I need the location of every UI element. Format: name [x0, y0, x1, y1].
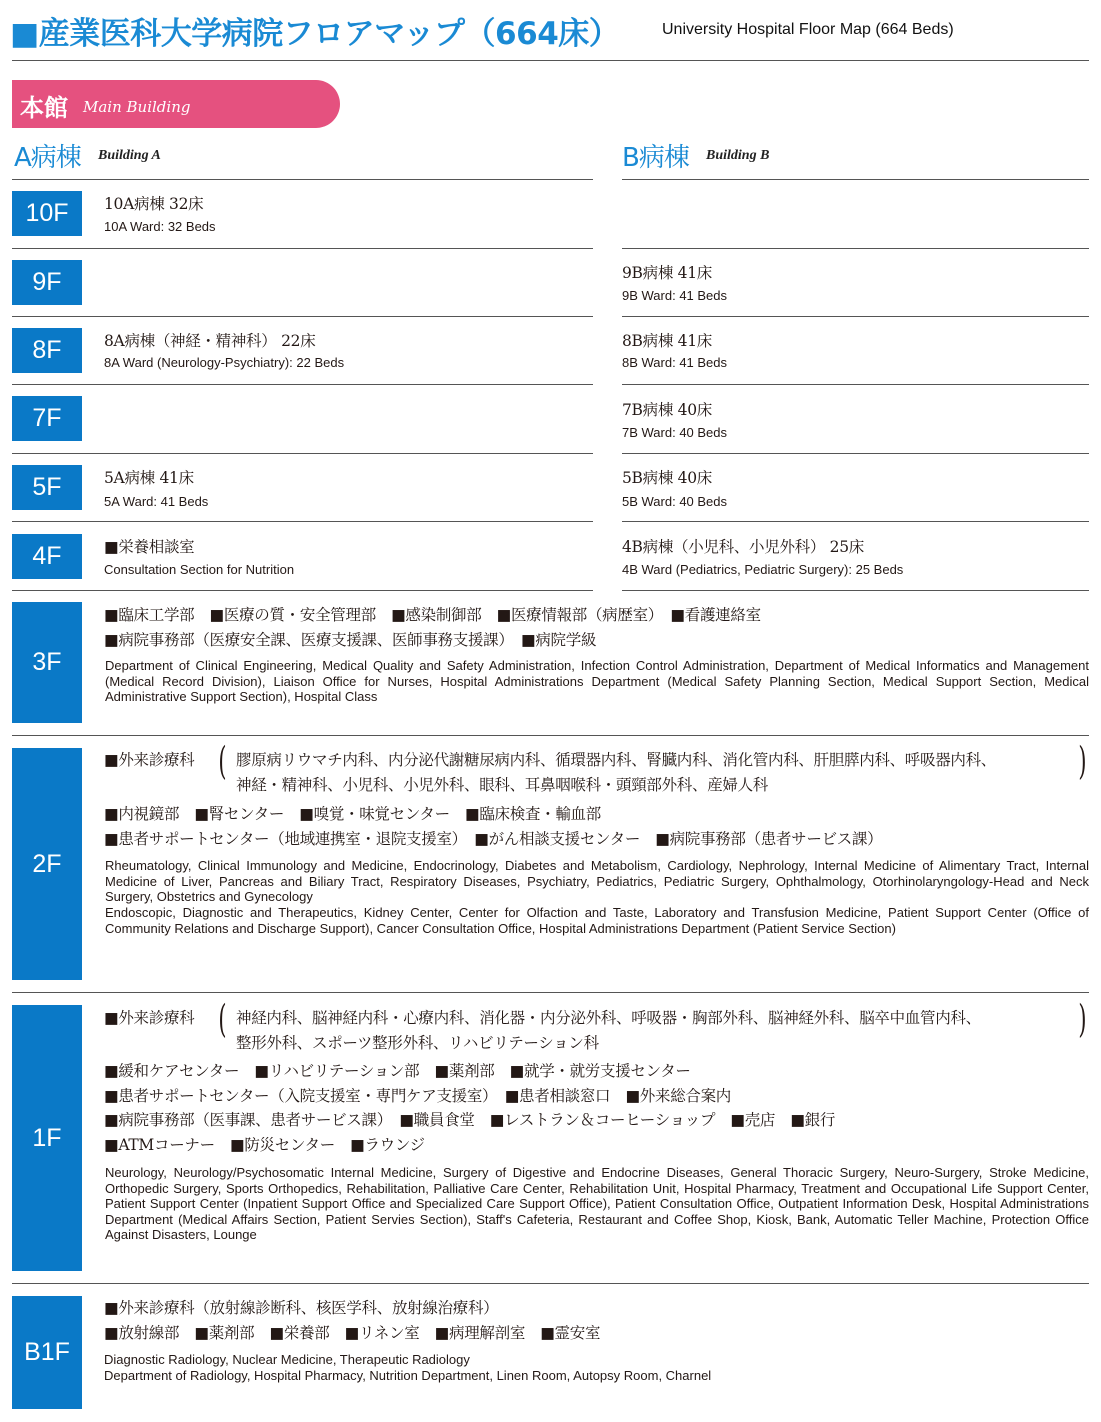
floor-1f-jp-line-5: ■病院事務部（医事課、患者サービス課） ■職員食堂 ■レストラン＆コーヒーショップ ■売店 ■銀行: [104, 1111, 836, 1129]
building-b-label: B病棟: [622, 143, 689, 173]
floor-2f-dept-line-2: 神経・精神科、小児科、小児外科、眼科、耳鼻咽喉科・頭頸部外科、産婦人科: [236, 776, 769, 794]
floor-1f-paren-open: (: [218, 997, 227, 1041]
floor-1f-dept-line-1: 神経内科、脳神経内科・心療内科、消化器・内分泌外科、呼吸器・胸部外科、脳神経外科、脳卒中血管内科、: [236, 1009, 981, 1027]
floor-4f-a-jp: ■栄養相談室: [104, 538, 195, 556]
floor-9f-b-en: 9B Ward: 41 Beds: [622, 288, 728, 303]
floor-7f-b-en: 7B Ward: 40 Beds: [622, 425, 728, 440]
floor-badge-4f: 4F: [12, 534, 82, 579]
page-title: ■産業医科大学病院フロアマップ（664床）: [10, 16, 620, 52]
floor-badge-1f: 1F: [12, 1005, 82, 1271]
floor-2f-dept-line-1: 膠原病リウマチ内科、内分泌代謝糖尿病内科、循環器内科、腎臓内科、消化管内科、肝胆膵内科、呼吸器内科、: [236, 751, 997, 769]
floor-8f-a-jp: 8A病棟（神経・精神科） 22床: [104, 332, 316, 350]
floor-5f-a-jp: 5A病棟 41床: [104, 469, 194, 487]
floor-3f-english: Department of Clinical Engineering, Medical Quality and Safety Administration, Infection Control Administration, Department of Medical Informatics and Management (Medical Record Division), Liaison Office for Nurses, Hospital Administrations Department (Medical Safety Planning Section, Medical Support Section, Medical Administrative Support Section), Hospital Class: [105, 658, 1089, 705]
row-divider: [12, 179, 593, 180]
floor-1f-jp-line-6: ■ATMコーナー ■防災センター ■ラウンジ: [104, 1136, 425, 1154]
floor-4f-b-en: 4B Ward (Pediatrics, Pediatric Surgery): 25 Beds: [622, 562, 904, 577]
row-divider: [12, 590, 593, 591]
floor-5f-b-en: 5B Ward: 40 Beds: [622, 494, 728, 509]
floor-10f-a-en: 10A Ward: 32 Beds: [104, 219, 216, 234]
floor-2f-english-2: Endoscopic, Diagnostic and Therapeutics, Kidney Center, Center for Olfaction and Taste, Laboratory and Transfusion Medicine, Patient Support Center (Office of Community Relations and Discharge Support), Cancer Consultation Office, Hospital Administrations Department (Patient Service Section): [105, 905, 1089, 936]
row-divider: [12, 384, 593, 385]
row-divider: [622, 316, 1089, 317]
floor-10f-a-jp: 10A病棟 32床: [104, 195, 204, 213]
row-divider: [12, 316, 593, 317]
floor-1f-outpatient-label: ■外来診療科: [104, 1009, 195, 1027]
floor-4f-b-jp: 4B病棟（小児科、小児外科） 25床: [622, 538, 865, 556]
floor-1f-english: Neurology, Neurology/Psychosomatic Internal Medicine, Surgery of Digestive and Endocrine Diseases, General Thoracic Surgery, Neuro-Surgery, Stroke Medicine, Orthopedic Surgery, Sports Orthopedics, Rehabilitation, Palliative Care Center, Rehabilitation Unit, Hospital Pharmacy, Treatment and Occupational Life Support Center, Patient Support Center (Inpatient Support Office and Specialized Care Support Office), Patient Consultation Office, Outpatient Information Desk, Hospital Administrations Department (Medical Affairs Section, Patient Servies Section), Staff's Cafeteria, Restaurant and Coffee Shop, Kiosk, Bank, Automatic Teller Machine, Protection Office Against Disasters, Lounge: [105, 1165, 1089, 1243]
building-a-label-english: Building A: [98, 148, 161, 163]
floor-2f-english-1: Rheumatology, Clinical Immunology and Medicine, Endocrinology, Diabetes and Metabolism, Cardiology, Nephrology, Internal Medicine of Alimentary Tract, Internal Medicine of Liver, Pancreas and Biliary Tract, Respiratory Diseases, Psychiatry, Pediatrics, Pediatric Surgery, Ophthalmology, Otorhinolaryngology-Head and Neck Surgery, Obstetrics and Gynecology: [105, 858, 1089, 905]
floor-b1f-english-2: Department of Radiology, Hospital Pharmacy, Nutrition Department, Linen Room, Autopsy Room, Charnel: [104, 1368, 712, 1383]
floor-5f-a-en: 5A Ward: 41 Beds: [104, 494, 209, 509]
floor-2f-paren-open: (: [218, 739, 227, 783]
floor-1f-paren-close: ): [1078, 997, 1087, 1041]
row-divider: [622, 179, 1089, 180]
building-a-label: A病棟: [14, 143, 81, 173]
floor-8f-b-en: 8B Ward: 41 Beds: [622, 355, 728, 370]
floor-b1f-english-1: Diagnostic Radiology, Nuclear Medicine, Therapeutic Radiology: [104, 1352, 470, 1367]
floor-1f-jp-line-4: ■患者サポートセンター（入院支援室・専門ケア支援室） ■患者相談窓口 ■外来総合案内: [104, 1087, 732, 1105]
floor-3f-jp-line-1: ■臨床工学部 ■医療の質・安全管理部 ■感染制御部 ■医療情報部（病歴室） ■看護連絡室: [104, 606, 761, 624]
row-divider: [12, 992, 1089, 993]
floor-badge-8f: 8F: [12, 328, 82, 373]
floor-badge-5f: 5F: [12, 465, 82, 510]
row-divider: [12, 521, 593, 522]
floor-1f-dept-line-2: 整形外科、スポーツ整形外科、リハビリテーション科: [236, 1034, 599, 1052]
building-b-label-english: Building B: [706, 148, 770, 163]
row-divider: [622, 453, 1089, 454]
floor-badge-10f: 10F: [12, 191, 82, 236]
floor-1f-jp-line-3: ■緩和ケアセンター ■リハビリテーション部 ■薬剤部 ■就学・就労支援センター: [104, 1062, 691, 1080]
floor-8f-b-jp: 8B病棟 41床: [622, 332, 713, 350]
main-building-label-english: Main Building: [83, 98, 191, 116]
row-divider: [12, 248, 593, 249]
floor-4f-a-en: Consultation Section for Nutrition: [104, 562, 295, 577]
floor-b1f-jp-line-2: ■放射線部 ■薬剤部 ■栄養部 ■リネン室 ■病理解剖室 ■霊安室: [104, 1324, 601, 1342]
floor-9f-b-jp: 9B病棟 41床: [622, 264, 713, 282]
floor-5f-b-jp: 5B病棟 40床: [622, 469, 713, 487]
floor-b1f-jp-line-1: ■外来診療科（放射線診断科、核医学科、放射線治療科）: [104, 1299, 499, 1317]
floor-badge-3f: 3F: [12, 602, 82, 723]
floor-badge-b1f: B1F: [12, 1296, 82, 1409]
floor-8f-a-en: 8A Ward (Neurology-Psychiatry): 22 Beds: [104, 355, 345, 370]
floor-badge-2f: 2F: [12, 748, 82, 980]
floor-2f-jp-line-4: ■患者サポートセンター（地域連携室・退院支援室） ■がん相談支援センター ■病院事務部（患者サービス課）: [104, 830, 883, 848]
row-divider: [622, 521, 1089, 522]
main-building-label: 本館: [20, 94, 68, 122]
row-divider: [622, 384, 1089, 385]
row-divider: [12, 453, 593, 454]
floor-badge-7f: 7F: [12, 396, 82, 441]
page-title-english: University Hospital Floor Map (664 Beds): [662, 21, 954, 38]
row-divider: [12, 1283, 1089, 1284]
floor-badge-9f: 9F: [12, 260, 82, 305]
floor-3f-jp-line-2: ■病院事務部（医療安全課、医療支援課、医師事務支援課） ■病院学級: [104, 631, 597, 649]
row-divider: [12, 735, 1089, 736]
floor-2f-jp-line-3: ■内視鏡部 ■腎センター ■嗅覚・味覚センター ■臨床検査・輸血部: [104, 805, 601, 823]
floor-2f-paren-close: ): [1078, 739, 1087, 783]
row-divider: [622, 590, 1089, 591]
floor-7f-b-jp: 7B病棟 40床: [622, 401, 713, 419]
floor-2f-outpatient-label: ■外来診療科: [104, 751, 195, 769]
header-divider: [12, 60, 1089, 61]
row-divider: [622, 248, 1089, 249]
